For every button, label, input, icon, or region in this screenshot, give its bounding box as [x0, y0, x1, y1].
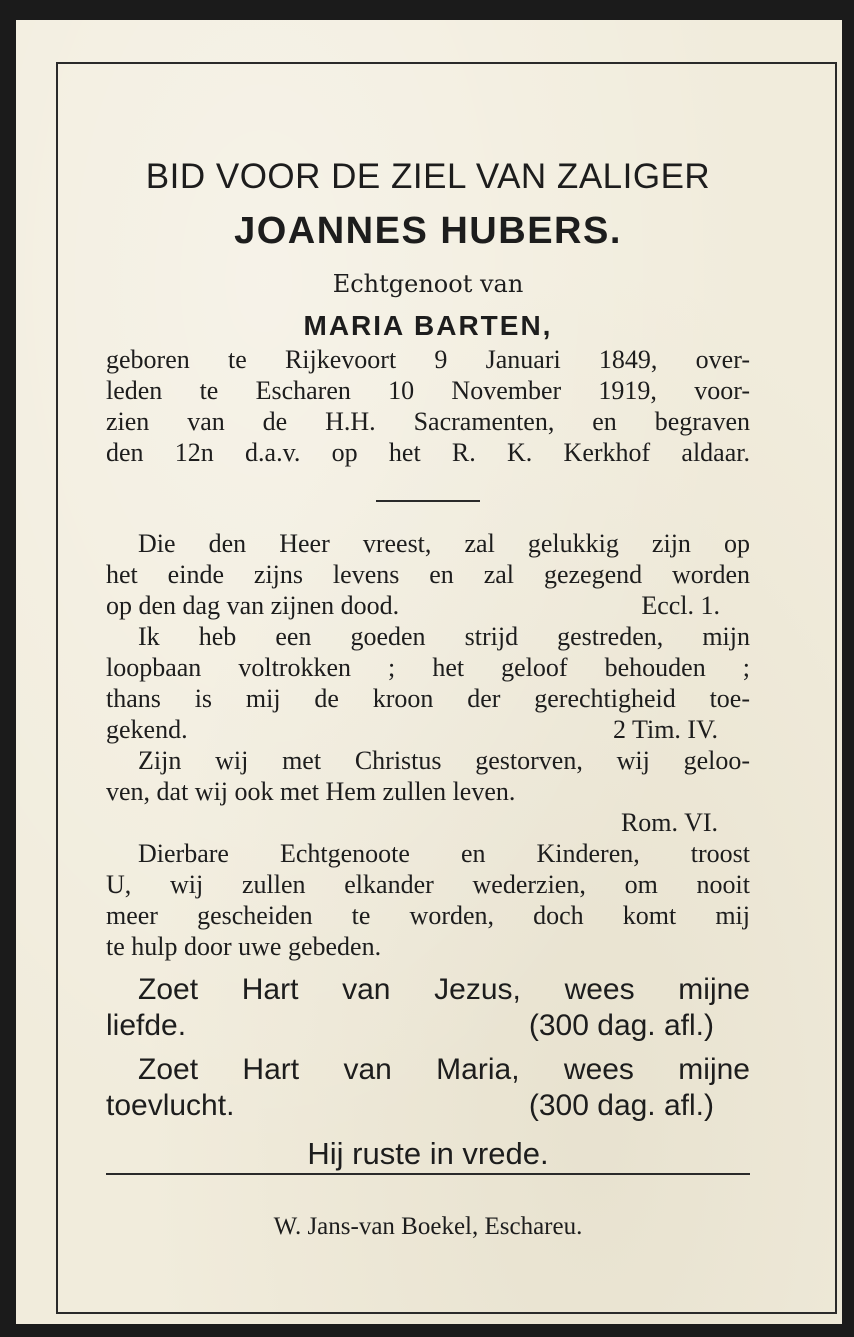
- verse-timothy: [106, 621, 750, 745]
- verse-line: het einde zijns levens en zal gezegend worden: [106, 560, 750, 589]
- verse-reference: Eccl. 1.: [641, 591, 720, 620]
- message-line: meer gescheiden te worden, doch komt mij: [106, 901, 750, 930]
- family-message: [106, 838, 750, 962]
- verse-romans: [106, 745, 750, 838]
- verse-reference: 2 Tim. IV.: [612, 715, 718, 744]
- prayer-last-line: [106, 1088, 750, 1124]
- verse-line: Zijn wij met Christus gestorven, wij geloo-: [138, 746, 750, 775]
- prayer-maria: [106, 1052, 750, 1124]
- verse-line: ven, dat wij ook met Hem zullen leven.: [106, 777, 516, 806]
- bio-line: leden te Escharen 10 November 1919, voor-: [106, 376, 750, 405]
- bio-line: geboren te Rijkevoort 9 Januari 1849, over-: [106, 345, 750, 374]
- deceased-name: JOANNES HUBERS.: [234, 210, 622, 252]
- printer-credit: W. Jans-van Boekel, Eschareu.: [273, 1213, 583, 1240]
- prayer-line: Zoet Hart van Jezus, wees mijne: [138, 973, 750, 1006]
- verse-last-line: [106, 714, 750, 745]
- prayer-line: Zoet Hart van Maria, wees mijne: [138, 1053, 750, 1086]
- verse-line: op den dag van zijnen dood.: [106, 591, 400, 620]
- section-divider: [376, 500, 480, 502]
- prayer-last-line: [106, 1008, 750, 1044]
- verse-line: Ik heb een goeden strijd gestreden, mijn: [138, 622, 750, 651]
- verse-line: loopbaan voltrokken ; het geloof behouden ;: [106, 653, 750, 682]
- spouse-name: MARIA BARTEN,: [303, 310, 553, 341]
- prayer-line: toevlucht.: [106, 1089, 235, 1122]
- message-line: U, wij zullen elkander wederzien, om nooit: [106, 870, 750, 899]
- biography: [106, 344, 750, 468]
- verse-line: thans is mij de kroon der gerechtigheid toe-: [106, 684, 750, 713]
- bio-line: zien van de H.H. Sacramenten, en begraven: [106, 407, 750, 436]
- indulgence-note: (300 dag. afl.): [528, 1089, 714, 1122]
- indulgence-note: (300 dag. afl.): [528, 1009, 714, 1042]
- verse-ecclesiastes: [106, 528, 750, 621]
- prayer-jesus: [106, 972, 750, 1044]
- prayer-heading: BID VOOR DE ZIEL VAN ZALIGER: [145, 157, 711, 196]
- card-content: [106, 152, 750, 1178]
- verse-last-line: [106, 590, 750, 621]
- message-line: te hulp door uwe gebeden.: [106, 932, 382, 961]
- bio-line: den 12n d.a.v. op het R. K. Kerkhof aldaar.: [106, 438, 750, 467]
- verse-reference: Rom. VI.: [620, 808, 718, 837]
- verse-line: Die den Heer vreest, zal gelukkig zijn op: [138, 529, 750, 558]
- prayer-line: liefde.: [106, 1009, 187, 1042]
- verse-line: gekend.: [106, 715, 188, 744]
- spouse-intro: Echtgenoot van: [332, 270, 524, 298]
- footer-divider: [106, 1173, 750, 1175]
- message-line: Dierbare Echtgenoote en Kinderen, troost: [138, 839, 750, 868]
- closing-prayer: Hij ruste in vrede.: [307, 1136, 549, 1171]
